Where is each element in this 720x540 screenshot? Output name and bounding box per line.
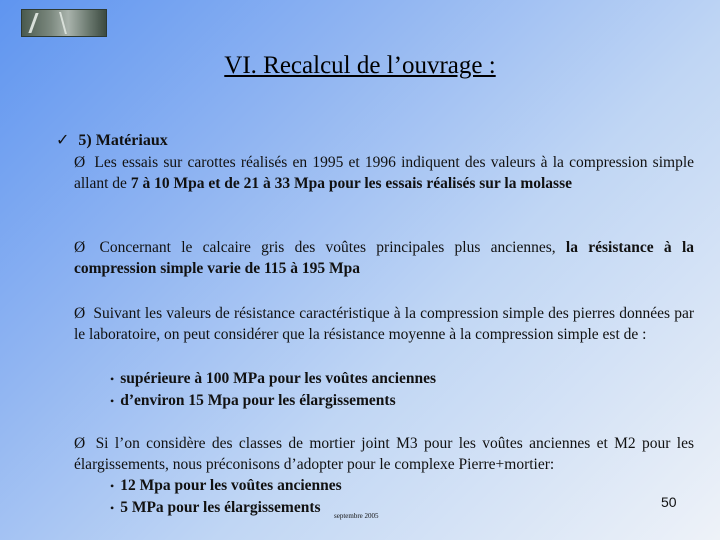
paragraph-bold-text: la résistance à la compression simple varie de 115 à 195 Mpa xyxy=(74,239,694,277)
paragraph-resistance xyxy=(74,303,694,345)
bullet-dot-icon: • xyxy=(110,372,115,386)
checkmark-icon: ✓ xyxy=(56,132,70,149)
section-heading-label: 5) Matériaux xyxy=(78,132,168,149)
thumbnail-structure-line xyxy=(28,13,38,33)
paragraph-text: Si l’on considère des classes de mortier joint M3 pour les voûtes anciennes et M2 pour les élargissements, nous préconisons d’adopter pour le complexe Pierre+mortier: xyxy=(74,435,694,473)
list-item xyxy=(110,390,396,412)
paragraph-mortier xyxy=(74,433,694,475)
list-item-text: supérieure à 100 MPa pour les voûtes anciennes xyxy=(120,370,437,387)
list-item xyxy=(110,475,342,497)
list-item xyxy=(110,497,321,519)
paragraph-carottes xyxy=(74,152,694,194)
list-item-text: 12 Mpa pour les voûtes anciennes xyxy=(120,477,342,494)
bullet-dot-icon: • xyxy=(110,479,115,493)
paragraph-text: Suivant les valeurs de résistance caractéristique à la compression simple des pierres données par le laboratoire, on peut considérer que la résistance moyenne à la compression simple est de : xyxy=(74,305,694,343)
paragraph-bold-text: 7 à 10 Mpa et de 21 à 33 Mpa pour les essais réalisés sur la molasse xyxy=(130,175,572,192)
arrow-bullet-icon: Ø xyxy=(74,305,86,322)
footer-date: septembre 2005 xyxy=(334,512,379,520)
paragraph-calcaire xyxy=(74,237,694,279)
list-item xyxy=(110,368,436,390)
thumbnail-structure-line xyxy=(59,12,67,34)
bullet-dot-icon: • xyxy=(110,501,115,515)
header-thumbnail-image xyxy=(21,9,107,37)
paragraph-text: Concernant le calcaire gris des voûtes principales plus anciennes, xyxy=(99,239,566,256)
arrow-bullet-icon: Ø xyxy=(74,154,86,171)
bullet-dot-icon: • xyxy=(110,394,115,408)
arrow-bullet-icon: Ø xyxy=(74,239,86,256)
paragraph-text: Les essais sur carottes réalisés en 1995 et 1996 indiquent des valeurs à la compression simple allant de xyxy=(74,154,695,192)
section-heading xyxy=(56,130,168,150)
list-item-text: d’environ 15 Mpa pour les élargissements xyxy=(120,392,396,409)
page-number: 50 xyxy=(661,494,677,510)
slide-title: VI. Recalcul de l’ouvrage : xyxy=(224,52,496,79)
list-item-text: 5 MPa pour les élargissements xyxy=(120,499,321,516)
arrow-bullet-icon: Ø xyxy=(74,435,86,452)
